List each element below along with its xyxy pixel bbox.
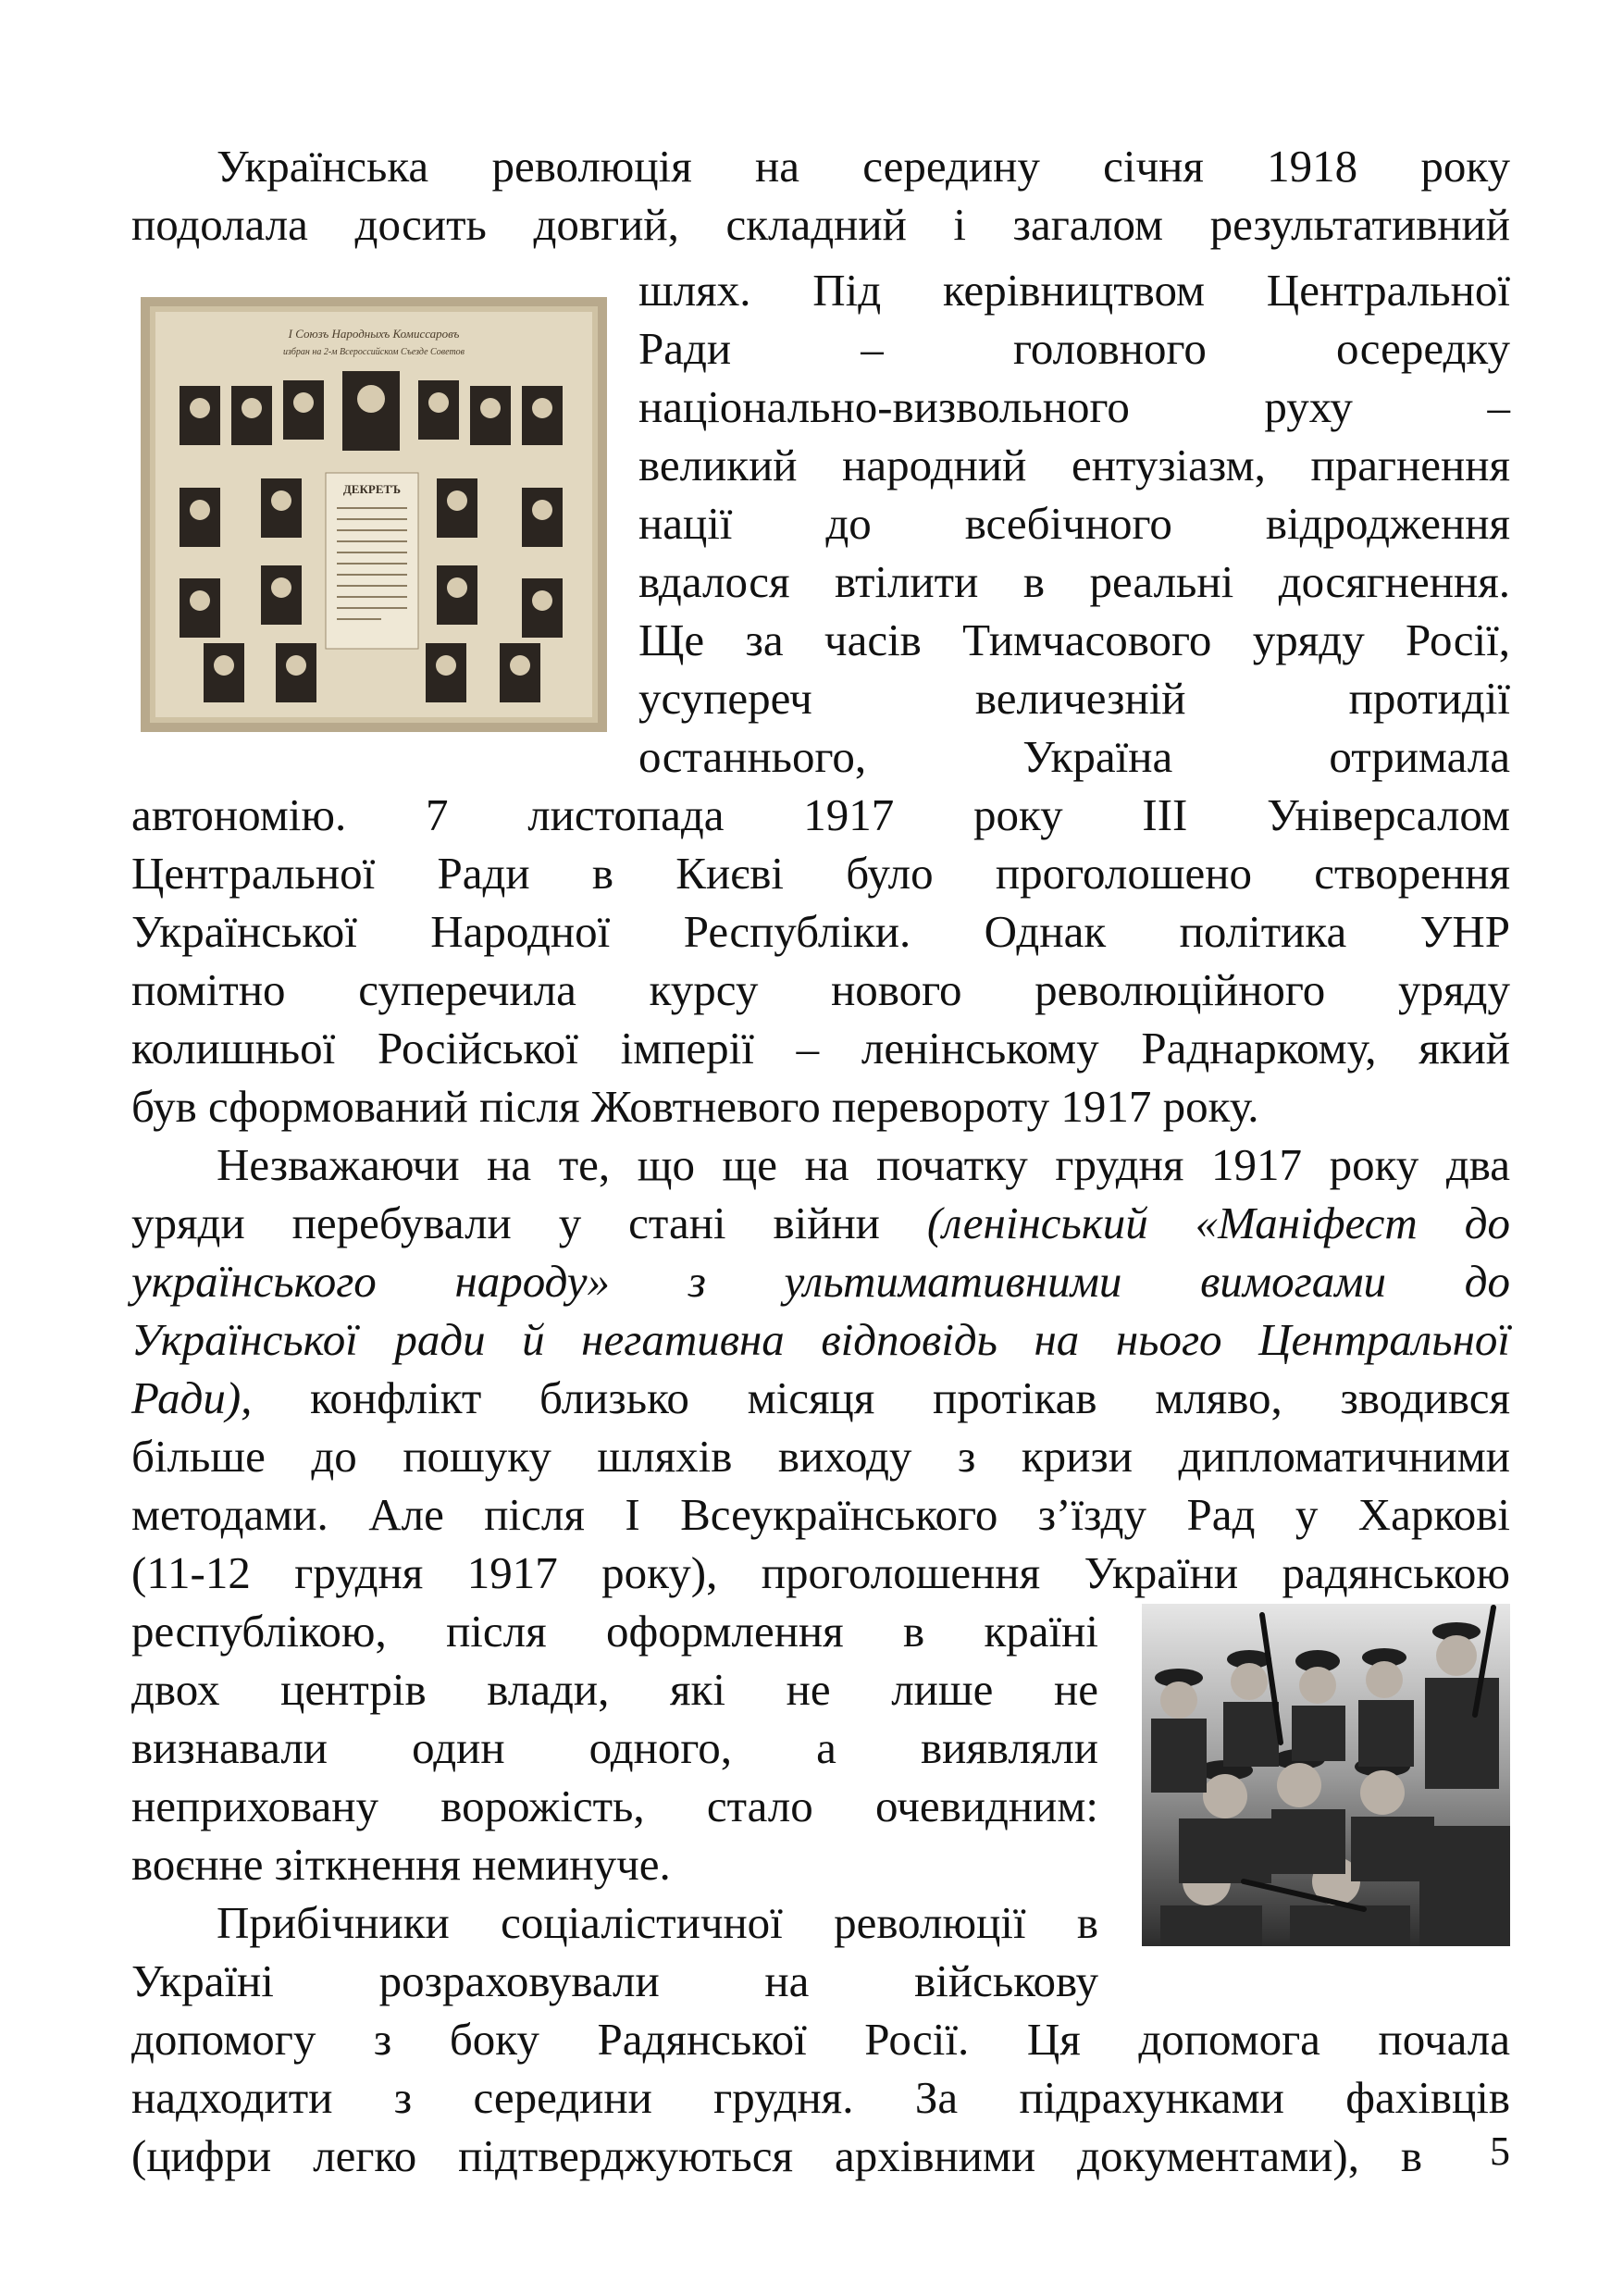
text-line: більше до пошуку шляхів виходу з кризи дипломатичними	[131, 1431, 1510, 1482]
text-line: Прибічники соціалістичної революції в	[217, 1897, 1098, 1948]
soldiers-group-photo	[1142, 1604, 1510, 1946]
board-title: І Союзъ Народныхъ Комиссаровъ	[288, 327, 460, 341]
text-line: визнавали один одного, а виявляли	[131, 1722, 1098, 1773]
text-line: колишньої Російської імперії – ленінському Раднаркому, який	[131, 1023, 1510, 1074]
text-line: Незважаючи на те, що ще на початку грудня 1917 року два	[217, 1139, 1510, 1190]
text-line: подолала досить довгий, складний і загалом результативний	[131, 199, 1510, 250]
text-line: воєнне зіткнення неминуче.	[131, 1839, 671, 1890]
text-span: конфлікт близько місяця протікав мляво, зводився	[252, 1372, 1510, 1423]
text-line: (цифри легко підтверджуються архівними документами), в	[131, 2130, 1422, 2181]
portrait-gallery-image	[141, 297, 607, 732]
page-number: 5	[1490, 2128, 1510, 2174]
text-line: вдалося втілити в реальні досягнення.	[638, 556, 1510, 607]
text-line: двох центрів влади, які не лише не	[131, 1664, 1098, 1715]
text-line: національно-визвольного руху –	[638, 381, 1510, 432]
text-line: був сформований після Жовтневого перевороту 1917 року.	[131, 1081, 1259, 1132]
text-line: Центральної Ради в Києві було проголошено створення	[131, 848, 1510, 899]
italic-span: Ради),	[131, 1372, 253, 1423]
soldiers-group-image	[1142, 1604, 1510, 1946]
text-line: Ще за часів Тимчасового уряду Росії,	[638, 614, 1510, 665]
text-line: неприховану ворожість, стало очевидним:	[131, 1781, 1098, 1831]
text-line-italic: українського народу» з ультимативними вимогами до	[131, 1256, 1510, 1307]
text-line: Української Народної Республіки. Однак політика УНР	[131, 906, 1510, 957]
text-line: Ради – головного осередку	[638, 323, 1510, 374]
text-line	[131, 1194, 1510, 1252]
text-line	[131, 1369, 1510, 1427]
text-line: Українська революція на середину січня 1918 року	[217, 141, 1510, 192]
text-span: уряди перебували у стані війни	[131, 1198, 927, 1248]
text-line: усупереч величезній протидії	[638, 673, 1510, 724]
text-line: методами. Але після І Всеукраїнського з’їзду Рад у Харкові	[131, 1489, 1510, 1540]
text-line: помітно суперечила курсу нового революційного уряду	[131, 964, 1510, 1015]
decree-heading: ДЕКРЕТЪ	[342, 482, 402, 496]
text-line: республікою, після оформлення в країні	[131, 1606, 1098, 1657]
text-line: шлях. Під керівництвом Центральної	[638, 265, 1510, 316]
text-line-italic: Української ради й негативна відповідь на нього Центральної	[131, 1314, 1510, 1365]
portrait-gallery-photo	[141, 297, 607, 732]
text-line: автономію. 7 листопада 1917 року ІІІ Універсалом	[131, 789, 1510, 840]
text-line: останнього, Україна отримала	[638, 731, 1510, 782]
text-line: допомогу з боку Радянської Росії. Ця допомога почала	[131, 2014, 1510, 2065]
text-line: великий народний ентузіазм, прагнення	[638, 440, 1510, 490]
text-line: (11-12 грудня 1917 року), проголошення України радянською	[131, 1547, 1510, 1598]
italic-span: (ленінський «Маніфест до	[926, 1198, 1510, 1248]
text-line: нації до всебічного відродження	[638, 498, 1510, 549]
board-subtitle: избран на 2-м Всероссийском Съезде Советов	[282, 347, 465, 357]
text-line: Україні розраховували на військову	[131, 1955, 1098, 2006]
text-line: надходити з середини грудня. За підрахунками фахівців	[131, 2072, 1510, 2123]
